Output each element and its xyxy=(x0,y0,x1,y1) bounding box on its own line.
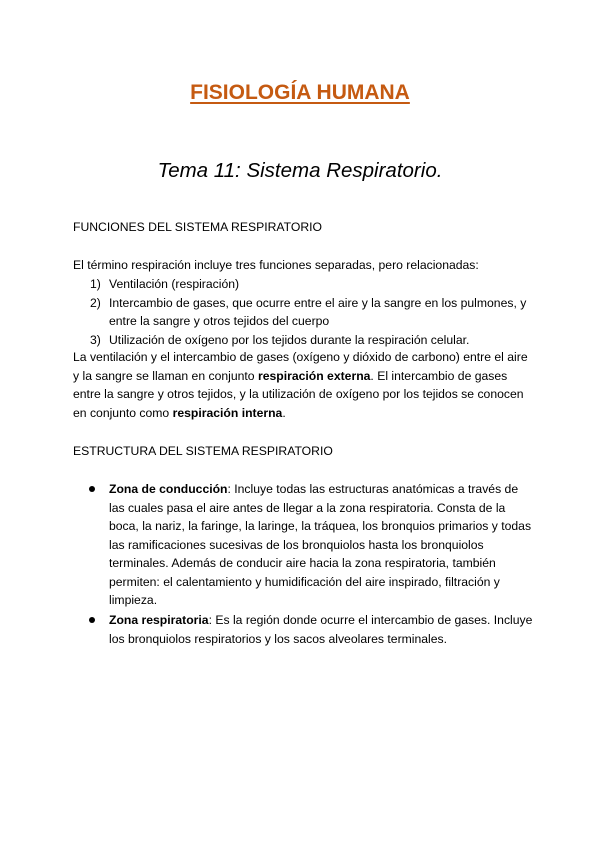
bullet-icon xyxy=(89,617,95,623)
respiration-paragraph xyxy=(73,348,533,422)
functions-list xyxy=(73,275,533,349)
bullet-term: Zona de conducción xyxy=(109,482,228,496)
bold-term: respiración externa xyxy=(257,368,371,383)
structure-bullets xyxy=(73,480,533,610)
list-item xyxy=(73,480,533,610)
list-item-text: Intercambio de gases, que ocurre entre el aire y la sangre en los pulmones, y entre la sangre y otros tejidos del cuerpo xyxy=(109,295,527,328)
list-item xyxy=(73,275,533,294)
bullet-text: : Incluye todas las estructuras anatómicas a través de las cuales pasa el aire antes de llegar a la zona respiratoria. Consta de la boca, la nariz, la faringe, la laringe, la tráquea, los bronquios primarios y todas las ramificaciones sucesivas de los bronquiolos hasta los bronquiolos terminales. Además de conducir aire hacia la zona respiratoria, también permiten: el calentamiento y humidificación del aire inspirado, filtración y limpieza. xyxy=(109,482,532,607)
list-number: 3) xyxy=(90,332,101,347)
list-item xyxy=(73,331,533,350)
paragraph-text: . El intercambio de gases entre la sangre y otros tejidos, y la utilización de oxígeno por los tejidos se conocen en conjunto como xyxy=(73,368,524,420)
document-title: FISIOLOGÍA HUMANA xyxy=(190,81,410,104)
section-heading-funciones: FUNCIONES DEL SISTEMA RESPIRATORIO xyxy=(73,220,322,234)
bold-term: respiración interna xyxy=(172,405,283,420)
list-number: 1) xyxy=(90,277,101,291)
structure-bullets-2 xyxy=(73,611,533,648)
paragraph-text: . xyxy=(282,405,286,420)
document-subtitle: Tema 11: Sistema Respiratorio. xyxy=(157,159,443,182)
list-item xyxy=(73,611,533,648)
list-number: 2) xyxy=(90,295,101,310)
list-item xyxy=(73,294,533,331)
intro-paragraph: El término respiración incluye tres funciones separadas, pero relacionadas: xyxy=(73,258,479,272)
bullet-term: Zona respiratoria xyxy=(109,613,209,627)
bullet-icon xyxy=(89,486,95,492)
section-heading-estructura: ESTRUCTURA DEL SISTEMA RESPIRATORIO xyxy=(73,444,333,458)
paragraph-text: La ventilación y el intercambio de gases (oxígeno y dióxido de carbono) entre el aire y la sangre se llaman en conjunto xyxy=(73,350,528,383)
list-item-text: Ventilación (respiración) xyxy=(109,277,240,291)
bullet-text: : Es la región donde ocurre el intercambio de gases. Incluye los bronquiolos respiratorios y los sacos alveolares terminales. xyxy=(109,613,533,646)
list-item-text: Utilización de oxígeno por los tejidos durante la respiración celular. xyxy=(109,332,470,347)
